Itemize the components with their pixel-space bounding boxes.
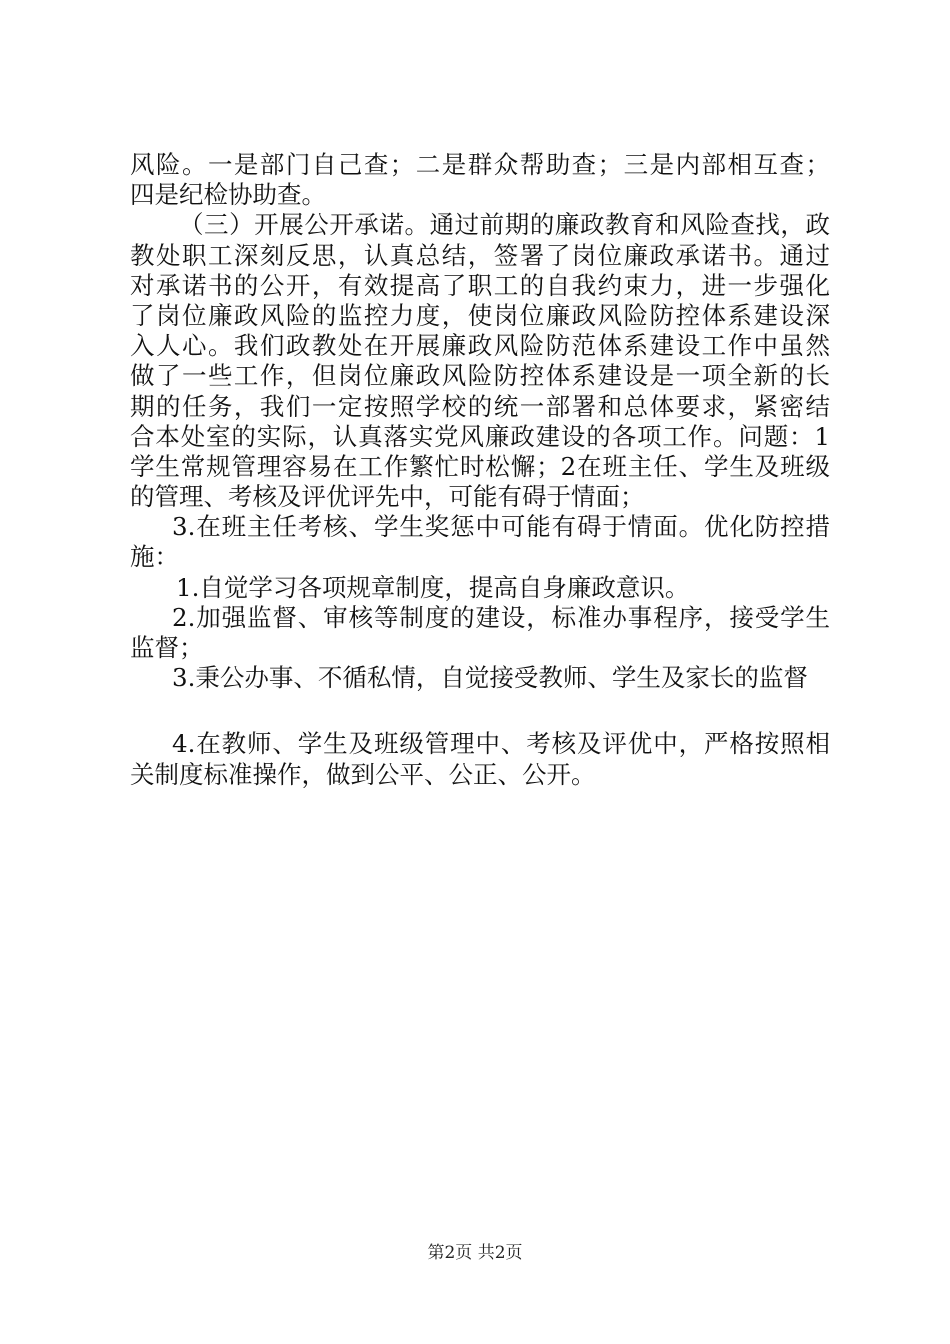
text-line: 期的任务，我们一定按照学校的统一部署和总体要求，紧密结 [130,391,830,421]
text-line: 教处职工深刻反思，认真总结，签署了岗位廉政承诺书。通过 [130,240,830,270]
page-footer: 第2页 共2页 [427,1243,523,1263]
text-line: 学生常规管理容易在工作繁忙时松懈；2在班主任、学生及班级 [130,451,830,481]
text-line: 了岗位廉政风险的监控力度，使岗位廉政风险防控体系建设深 [130,300,830,330]
text-line: 合本处室的实际，认真落实党风廉政建设的各项工作。问题：1 [130,421,830,451]
text-line: （三）开展公开承诺。通过前期的廉政教育和风险查找，政 [179,210,830,240]
document-body [130,150,830,790]
text-line: 风险。一是部门自己查；二是群众帮助查；三是内部相互查； [130,150,830,179]
text-line: 关制度标准操作，做到公平、公正、公开。 [130,759,596,789]
text-line: 2.加强监督、审核等制度的建设，标准办事程序，接受学生 [172,602,830,632]
text-line: 3.在班主任考核、学生奖惩中可能有碍于情面。优化防控措 [172,512,830,542]
text-line: 做了一些工作，但岗位廉政风险防控体系建设是一项全新的长 [130,361,830,391]
text-line: 监督； [130,633,204,662]
text-line: 的管理、考核及评优评先中，可能有碍于情面； [130,482,645,512]
text-line: 3.秉公办事、不循私情，自觉接受教师、学生及家长的监督 [172,663,808,693]
text-line: 施： [130,542,179,572]
text-line: 4.在教师、学生及班级管理中、考核及评优中，严格按照相 [172,729,830,759]
text-line: 四是纪检协助查。 [130,180,326,210]
text-line: 入人心。我们政教处在开展廉政风险防范体系建设工作中虽然 [130,331,830,361]
text-line: 对承诺书的公开，有效提高了职工的自我约束力，进一步强化 [130,270,830,300]
paragraph-gap [130,693,830,729]
text-line: 1.自觉学习各项规章制度，提高自身廉政意识。 [176,572,690,602]
